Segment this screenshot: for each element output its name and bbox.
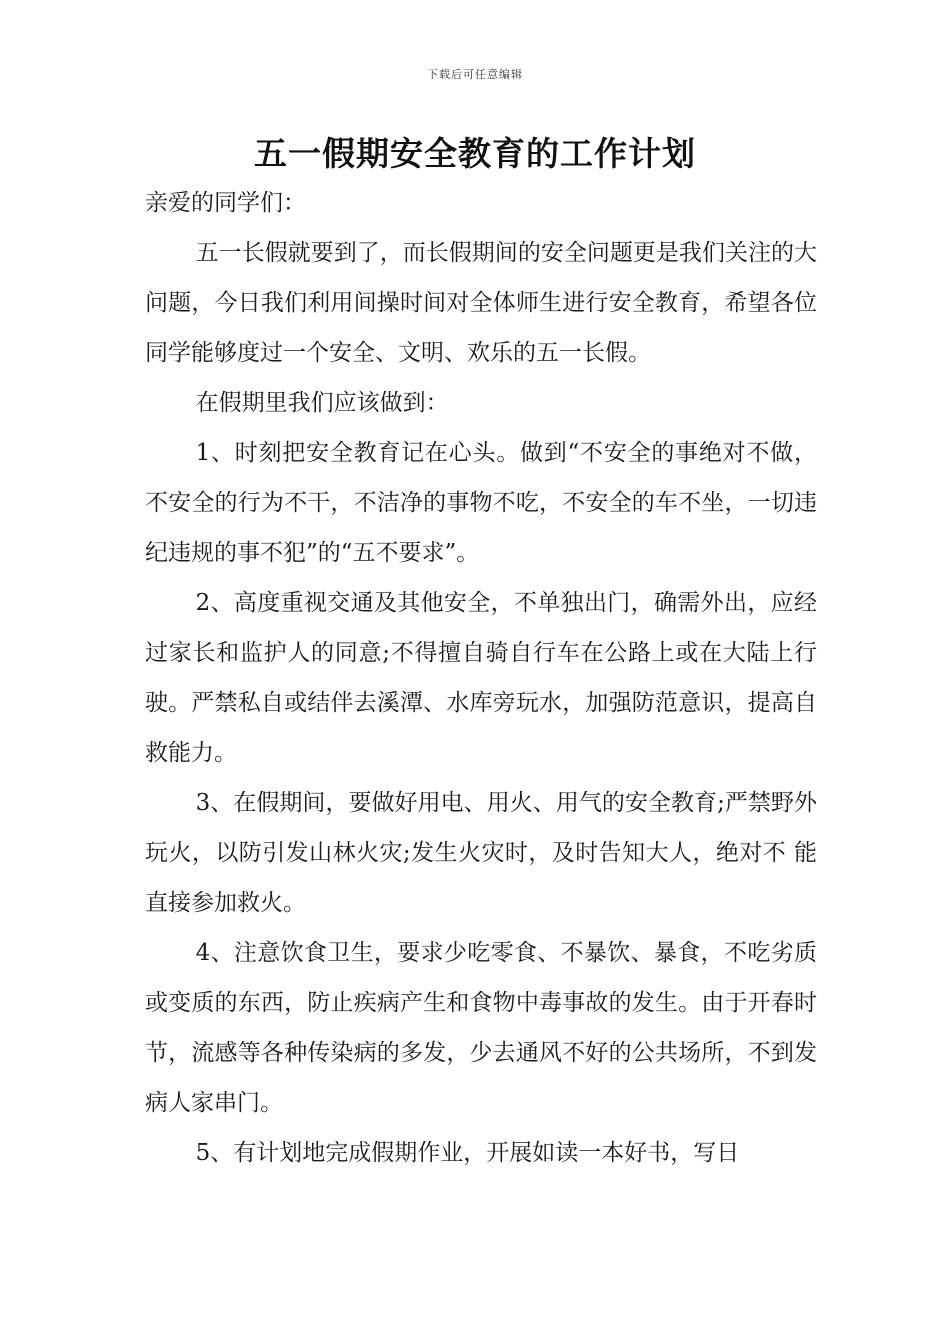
paragraph-item-1: 1、时刻把安全教育记在心头。做到“不安全的事绝对不做，不安全的行为不干，不洁净的事物不吃，不安全的车不坐，一切违纪违规的事不犯”的“五不要求”。 [145, 440, 817, 566]
greeting: 亲爱的同学们： [145, 190, 306, 216]
paragraph-lead: 在假期里我们应该做到： [195, 390, 449, 416]
paragraph-item-2: 2、高度重视交通及其他安全，不单独出门，确需外出，应经过家长和监护人的同意;不得擅自骑自行车在公路上或在大陆上行驶。严禁私自或结伴去溪潭、水库旁玩水，加强防范意识，提高自救能力。 [145, 590, 817, 766]
paragraph-intro: 五一长假就要到了，而长假期间的安全问题更是我们关注的大问题，今日我们利用间操时间对全体师生进行安全教育，希望各位同学能够度过一个安全、文明、欢乐的五一长假。 [145, 240, 817, 366]
header-note: 下载后可任意编辑 [427, 68, 523, 81]
paragraph-item-4: 4、注意饮食卫生，要求少吃零食、不暴饮、暴食，不吃劣质或变质的东西，防止疾病产生和食物中毒事故的发生。由于开春时节，流感等各种传染病的多发，少去通风不好的公共场所，不到发病人家串门。 [145, 940, 817, 1116]
paragraph-item-3: 3、在假期间，要做好用电、用火、用气的安全教育;严禁野外玩火，以防引发山林火灾;发生火灾时，及时告知大人，绝对不 能直接参加救火。 [145, 790, 817, 916]
paragraph-item-5: 5、有计划地完成假期作业，开展如读一本好书，写日 [195, 1140, 740, 1166]
document-title: 五一假期安全教育的工作计划 [254, 134, 696, 173]
document-body [145, 178, 817, 1178]
